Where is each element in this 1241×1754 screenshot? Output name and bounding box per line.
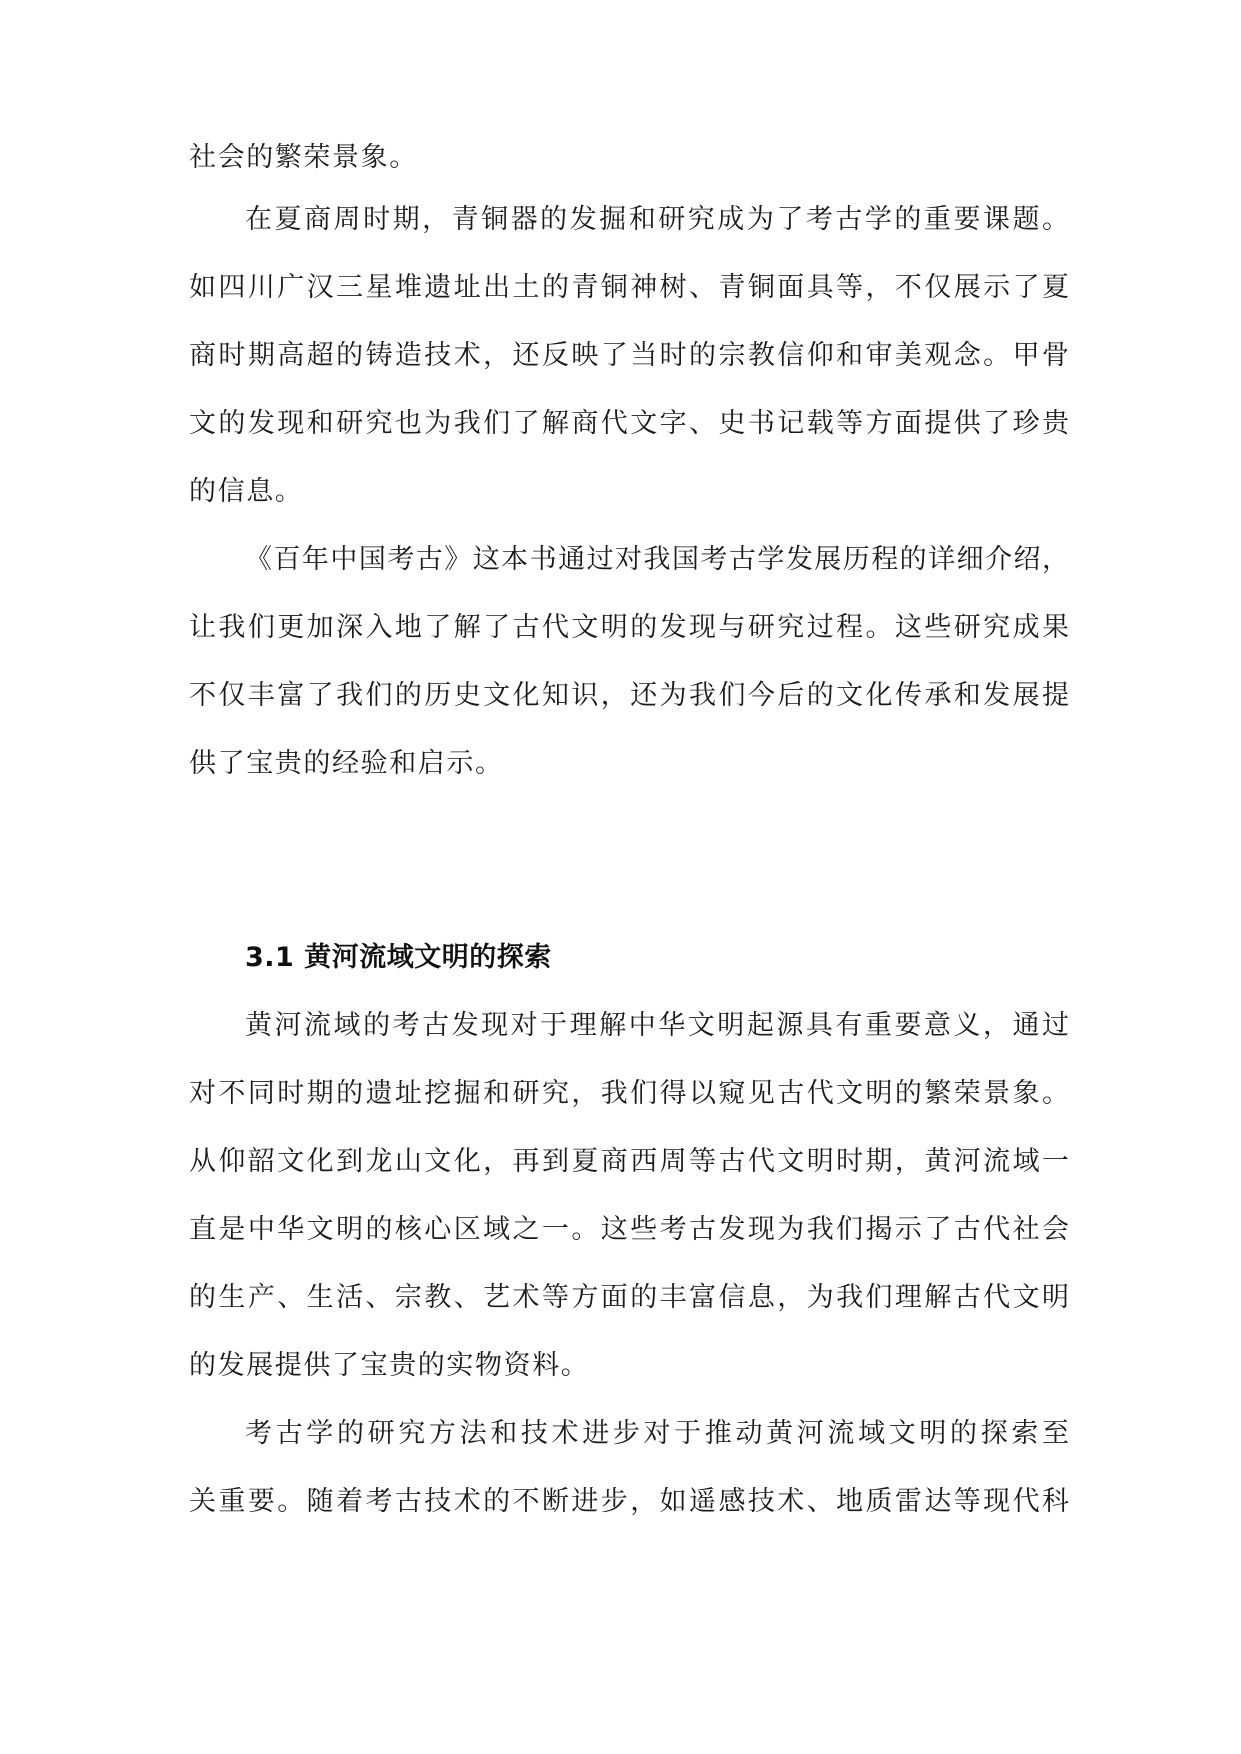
paragraph-line: 的发展提供了宝贵的实物资料。 <box>189 1350 590 1381</box>
paragraph-line: 文的发现和研究也为我们了解商代文字、史书记载等方面提供了珍贵 <box>189 408 1069 439</box>
paragraph-line: 供了宝贵的经验和启示。 <box>189 748 504 779</box>
paragraph-line: 考古学的研究方法和技术进步对于推动黄河流域文明的探索至 <box>245 1418 1069 1449</box>
paragraph-line: 的信息。 <box>189 476 304 507</box>
paragraph-line: 在夏商周时期，青铜器的发掘和研究成为了考古学的重要课题。 <box>245 204 1069 235</box>
paragraph-line: 直是中华文明的核心区域之一。这些考古发现为我们揭示了古代社会 <box>189 1214 1069 1245</box>
paragraph-line: 对不同时期的遗址挖掘和研究，我们得以窥见古代文明的繁荣景象。 <box>189 1078 1069 1109</box>
paragraph-line: 不仅丰富了我们的历史文化知识，还为我们今后的文化传承和发展提 <box>189 680 1069 711</box>
paragraph-line: 让我们更加深入地了解了古代文明的发现与研究过程。这些研究成果 <box>189 612 1069 643</box>
paragraph-line: 《百年中国考古》这本书通过对我国考古学发展历程的详细介绍， <box>245 544 1069 575</box>
paragraph-line: 从仰韶文化到龙山文化，再到夏商西周等古代文明时期，黄河流域一 <box>189 1146 1069 1177</box>
paragraph-line: 商时期高超的铸造技术，还反映了当时的宗教信仰和审美观念。甲骨 <box>189 340 1069 371</box>
paragraph-line: 的生产、生活、宗教、艺术等方面的丰富信息，为我们理解古代文明 <box>189 1282 1069 1313</box>
paragraph-line: 黄河流域的考古发现对于理解中华文明起源具有重要意义，通过 <box>245 1010 1069 1041</box>
paragraph-line: 关重要。随着考古技术的不断进步，如遥感技术、地质雷达等现代科 <box>189 1486 1069 1517</box>
paragraph-line: 如四川广汉三星堆遗址出土的青铜神树、青铜面具等，不仅展示了夏 <box>189 272 1069 303</box>
section-heading: 3.1 黄河流域文明的探索 <box>245 942 552 973</box>
paragraph-line: 社会的繁荣景象。 <box>189 142 418 173</box>
